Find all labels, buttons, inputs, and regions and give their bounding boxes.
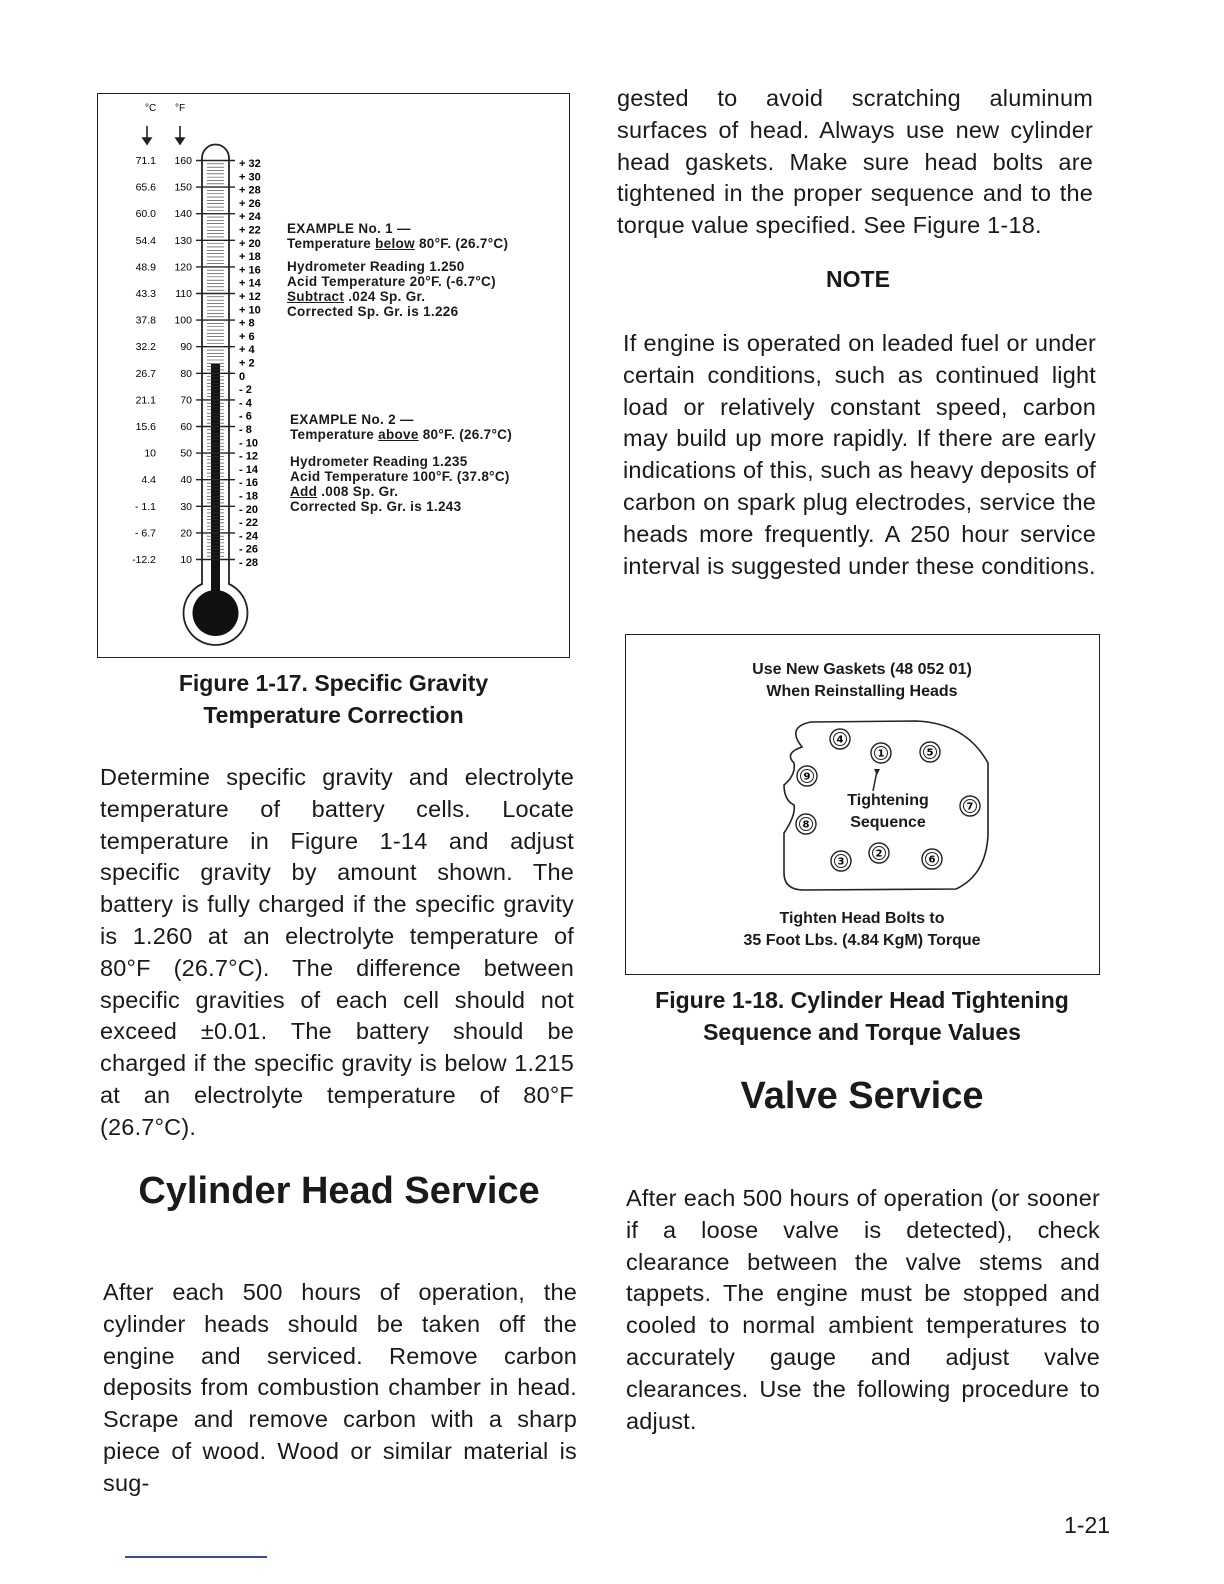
correction-label: - 20 xyxy=(239,503,258,516)
bolt-number: 8 xyxy=(802,819,810,831)
mercury-column xyxy=(211,364,220,616)
example-1-block xyxy=(287,221,508,319)
correction-label: + 16 xyxy=(239,264,261,277)
correction-label: + 8 xyxy=(239,317,255,330)
thermometer-graphic xyxy=(98,94,568,656)
note-paragraph: If engine is operated on leaded fuel or under certain conditions, such as continued light load or relatively constant speed, carbon may build up more rapidly. If there are early indications of this, such as heavy deposits of carbon on spark plug electrodes, service the heads more frequently. A 250 hour service interval is suggested under these conditions. xyxy=(623,330,1096,579)
fahrenheit-label: 160 xyxy=(174,155,192,167)
example-1-reading: Hydrometer Reading 1.250 xyxy=(287,259,465,274)
correction-label: + 2 xyxy=(239,357,255,370)
head-service-continued-paragraph: gested to avoid scratching aluminum surfaces of head. Always use new cylinder head gaskets. Make sure head bolts are tightened in the proper sequence and to the torque value specified. See Figure 1-18. xyxy=(617,85,1093,239)
correction-label: - 12 xyxy=(239,450,258,463)
bolt-number: 3 xyxy=(837,856,845,868)
celsius-label: 71.1 xyxy=(135,155,156,167)
example-1-temperature: Temperature below 80°F. (26.7°C) xyxy=(287,236,509,251)
celsius-label: 26.7 xyxy=(135,367,156,380)
fahrenheit-header: °F xyxy=(175,103,186,114)
example-2-adjustment: Add .008 Sp. Gr. xyxy=(290,484,399,499)
figure-1-18-caption xyxy=(617,984,1107,1048)
example-1-acid: Acid Temperature 20°F. (-6.7°C) xyxy=(287,274,496,289)
correction-scale-labels xyxy=(239,158,262,569)
fahrenheit-label: 150 xyxy=(174,181,192,194)
figure-1-17-caption xyxy=(97,667,570,731)
fahrenheit-label: 90 xyxy=(180,341,192,354)
example-2-temperature: Temperature above 80°F. (26.7°C) xyxy=(290,427,513,442)
example-1-corrected: Corrected Sp. Gr. is 1.226 xyxy=(287,304,459,319)
correction-label: - 4 xyxy=(239,397,252,410)
fahrenheit-label: 120 xyxy=(174,261,192,274)
celsius-label: 15.6 xyxy=(135,421,156,433)
correction-label: + 30 xyxy=(239,171,261,184)
cylinder-head-service-title: Cylinder Head Service xyxy=(138,1170,540,1212)
example-2-block xyxy=(290,412,512,514)
celsius-label: 65.6 xyxy=(135,181,156,194)
correction-label: + 18 xyxy=(239,251,261,264)
torque-note xyxy=(626,908,1098,952)
fahrenheit-label: 100 xyxy=(174,314,192,327)
page-number: 1-21 xyxy=(1064,1512,1111,1538)
correction-label: + 20 xyxy=(239,237,261,250)
fahrenheit-label: 110 xyxy=(175,288,192,300)
cylinder-head-paragraph: After each 500 hours of operation, the cylinder heads should be taken off the engine and serviced. Remove carbon deposits from combustion chamber in head. Scrape and remove carbon with a sharp piece of wood. Wood or similar material is sug- xyxy=(103,1279,577,1496)
fahrenheit-label: 20 xyxy=(180,527,192,540)
celsius-label: - 6.7 xyxy=(134,527,156,540)
figure-1-17-caption-line1: Figure 1-17. Specific Gravity xyxy=(178,670,489,696)
correction-label: - 8 xyxy=(239,424,252,436)
bolt-number: 1 xyxy=(877,748,885,760)
celsius-label: 4.4 xyxy=(141,474,156,487)
correction-label: - 16 xyxy=(239,477,258,490)
figure-1-18-caption-line2: Sequence and Torque Values xyxy=(703,1019,1021,1045)
celsius-label: - 1.1 xyxy=(134,500,156,513)
example-2-reading: Hydrometer Reading 1.235 xyxy=(290,454,468,469)
celsius-label: 60.0 xyxy=(135,208,156,221)
correction-label: + 22 xyxy=(239,224,261,237)
temperature-scale-labels xyxy=(132,155,192,566)
example-2-title: EXAMPLE No. 2 — xyxy=(290,412,414,427)
correction-label: + 12 xyxy=(239,291,261,303)
fahrenheit-label: 50 xyxy=(180,447,192,460)
bolt-number: 5 xyxy=(926,747,934,759)
celsius-label: 54.4 xyxy=(135,234,156,247)
example-2-acid: Acid Temperature 100°F. (37.8°C) xyxy=(290,469,510,484)
example-1-title: EXAMPLE No. 1 — xyxy=(287,221,411,236)
gasket-note-line2: When Reinstalling Heads xyxy=(766,683,958,700)
tightening-sequence-label xyxy=(817,790,959,834)
correction-label: 0 xyxy=(239,370,246,383)
correction-label: + 14 xyxy=(239,277,261,290)
correction-label: + 28 xyxy=(239,184,261,197)
correction-label: - 28 xyxy=(239,557,258,569)
celsius-header: °C xyxy=(145,103,157,114)
valve-service-title: Valve Service xyxy=(740,1075,984,1117)
celsius-label: 32.2 xyxy=(135,341,156,354)
fahrenheit-label: 30 xyxy=(180,500,192,513)
fahrenheit-label: 10 xyxy=(180,554,192,566)
scale-arrows xyxy=(143,126,184,144)
example-2-corrected: Corrected Sp. Gr. is 1.243 xyxy=(290,499,462,514)
fahrenheit-label: 60 xyxy=(180,421,192,433)
celsius-label: 10 xyxy=(144,447,156,460)
fahrenheit-label: 130 xyxy=(174,234,192,247)
bolt-number: 9 xyxy=(803,771,811,783)
fahrenheit-label: 140 xyxy=(174,208,192,221)
correction-label: - 26 xyxy=(239,543,258,556)
figure-1-18-caption-line1: Figure 1-18. Cylinder Head Tightening xyxy=(655,987,1069,1013)
celsius-label: -12.2 xyxy=(132,554,156,566)
correction-label: + 24 xyxy=(239,211,261,224)
torque-note-line2: 35 Foot Lbs. (4.84 KgM) Torque xyxy=(743,932,981,949)
correction-label: - 2 xyxy=(239,384,252,397)
correction-label: + 6 xyxy=(239,330,255,343)
correction-label: - 22 xyxy=(239,517,258,530)
correction-label: + 32 xyxy=(239,158,261,170)
correction-label: + 10 xyxy=(239,304,261,317)
correction-label: + 26 xyxy=(239,197,261,210)
torque-note-line1: Tighten Head Bolts to xyxy=(779,910,945,927)
tightening-sequence-line1: Tightening xyxy=(847,792,929,809)
note-heading: NOTE xyxy=(826,266,890,292)
fahrenheit-label: 40 xyxy=(180,474,192,487)
bolt-number: 4 xyxy=(836,734,844,746)
valve-service-paragraph: After each 500 hours of operation (or sooner if a loose valve is detected), check clearance between the valve stems and tappets. The engine must be stopped and cooled to normal ambient temperatures to accurately gauge and adjust valve clearances. Use the following procedure to adjust. xyxy=(626,1185,1100,1434)
battery-paragraph: Determine specific gravity and electrolyte temperature of battery cells. Locate temperature in Figure 1-14 and adjust specific gravity by amount shown. The battery is fully charged if the specific gravity is 1.260 at an electrolyte temperature of 80°F (26.7°C). The difference between specific gravities of each cell should not exceed ±0.01. The battery should be charged if the specific gravity is below 1.215 at an electrolyte temperature of 80°F (26.7°C). xyxy=(100,764,574,1140)
fahrenheit-label: 80 xyxy=(180,367,192,380)
correction-label: - 18 xyxy=(239,490,258,503)
figure-1-17-chart xyxy=(97,93,570,658)
correction-label: + 4 xyxy=(239,344,255,357)
correction-label: - 10 xyxy=(239,437,258,450)
celsius-label: 43.3 xyxy=(135,288,156,300)
figure-1-18-diagram xyxy=(625,634,1100,975)
example-1-adjustment: Subtract .024 Sp. Gr. xyxy=(287,289,426,304)
celsius-label: 21.1 xyxy=(135,394,156,407)
bolt-number: 2 xyxy=(875,848,883,860)
bolt-number: 6 xyxy=(928,854,936,866)
gasket-note-line1: Use New Gaskets (48 052 01) xyxy=(752,661,972,678)
correction-label: - 24 xyxy=(239,530,258,543)
figure-1-17-caption-line2: Temperature Correction xyxy=(203,702,464,728)
bottom-rule xyxy=(125,1556,267,1558)
tightening-sequence-line2: Sequence xyxy=(850,814,926,831)
fahrenheit-label: 70 xyxy=(180,394,192,407)
correction-label: - 14 xyxy=(239,463,258,476)
correction-label: - 6 xyxy=(239,410,252,423)
celsius-label: 37.8 xyxy=(135,314,156,327)
bolt-number: 7 xyxy=(966,801,974,813)
celsius-label: 48.9 xyxy=(135,261,156,274)
